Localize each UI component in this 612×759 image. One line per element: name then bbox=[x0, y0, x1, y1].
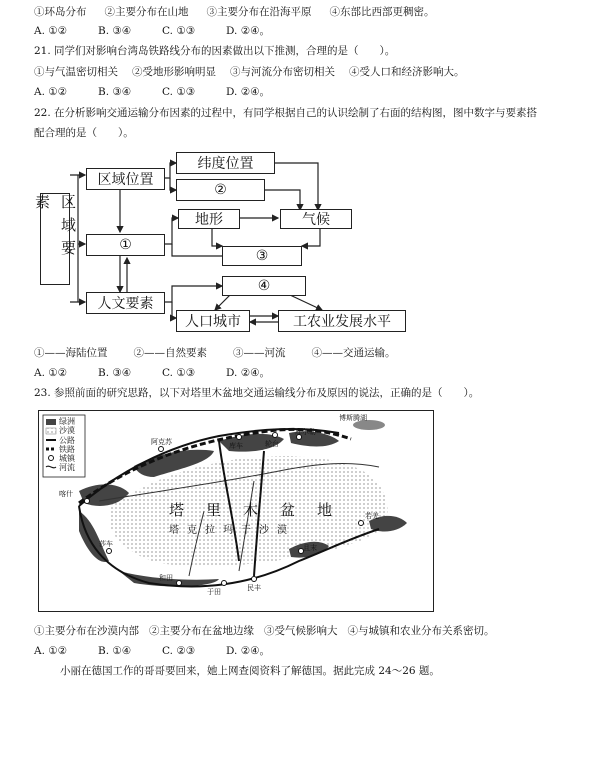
q22-stem-line2: 配合理的是（ ）。 bbox=[34, 127, 134, 139]
map-label-aksu: 阿克苏 bbox=[151, 438, 172, 446]
map-label-shache: 莎车 bbox=[99, 540, 113, 548]
diagram-blank-2: ② bbox=[176, 179, 265, 201]
legend-river: 河流 bbox=[59, 463, 75, 472]
q20-option-d: D. ②④。 bbox=[226, 25, 271, 37]
map-label-hotan: 和田 bbox=[159, 574, 173, 582]
q20-option-a: A. ①② bbox=[34, 25, 68, 37]
legend-road: 公路 bbox=[59, 436, 75, 445]
q23-stem: 23. 参照前面的研究思路，以下对塔里木盆地交通运输线分布及原因的说法，正确的是（ ）。 bbox=[34, 387, 480, 399]
q21-option-b: B. ③④ bbox=[98, 86, 132, 98]
map-label-kuqa: 库车 bbox=[229, 442, 243, 450]
diagram-blank-4: ④ bbox=[222, 276, 306, 296]
q21-statement-2: ②受地形影响明显 bbox=[132, 66, 216, 78]
q20-statement-1: ①环岛分布 bbox=[34, 6, 87, 18]
map-label-lake: 博斯腾湖 bbox=[339, 414, 367, 422]
diagram-latitude-position: 纬度位置 bbox=[176, 152, 275, 174]
map-label-ruoqiang: 若羌 bbox=[365, 512, 379, 520]
map-label-basin: 塔里木盆地 bbox=[169, 501, 355, 519]
q23-statement-2: ②主要分布在盆地边缘 bbox=[149, 625, 254, 637]
diagram-terrain: 地形 bbox=[178, 209, 240, 229]
q21-statement-3: ③与河流分布密切相关 bbox=[230, 66, 335, 78]
q21-statement-1: ①与气温密切相关 bbox=[34, 66, 118, 78]
q22-options bbox=[34, 366, 270, 380]
q22-statement-3: ③——河流 bbox=[233, 347, 286, 359]
diagram-region-elements bbox=[33, 193, 77, 285]
map-label-luntai: 轮台 bbox=[265, 440, 279, 448]
q23-statements bbox=[34, 624, 495, 638]
q22-option-c: C. ①③ bbox=[162, 367, 196, 379]
q20-statement-4: ④东部比西部更稠密。 bbox=[329, 6, 435, 18]
diagram-region-position: 区域位置 bbox=[86, 168, 165, 190]
q23-option-d: D. ②④。 bbox=[226, 645, 271, 657]
q22-stem-line1: 22. 在分析影响交通运输分布因素的过程中，有同学根据自己的认识绘制了右面的结构图，图中数字与要素搭 bbox=[34, 107, 538, 119]
q22-statements bbox=[34, 346, 396, 360]
legend-desert: 沙漠 bbox=[59, 426, 75, 435]
q20-option-b: B. ③④ bbox=[98, 25, 132, 37]
map-label-minfeng: 民丰 bbox=[247, 584, 261, 592]
q23-option-a: A. ①② bbox=[34, 645, 68, 657]
legend-railway: 铁路 bbox=[59, 445, 75, 454]
q21-statement-4: ④受人口和经济影响大。 bbox=[349, 66, 465, 78]
map-label-desert: 塔克拉玛干沙漠 bbox=[169, 525, 295, 536]
q23-option-c: C. ②③ bbox=[162, 645, 196, 657]
diagram-region-elements-label: 区域要素 bbox=[33, 194, 77, 263]
diagram-blank-1: ① bbox=[86, 234, 165, 256]
q23-tarim-map bbox=[38, 410, 434, 612]
map-label-kashgar: 喀什 bbox=[59, 490, 73, 498]
q22-option-a: A. ①② bbox=[34, 367, 68, 379]
q23-statement-1: ①主要分布在沙漠内部 bbox=[34, 625, 139, 637]
q21-option-d: D. ②④。 bbox=[226, 86, 271, 98]
q23-statement-4: ④与城镇和农业分布关系密切。 bbox=[347, 625, 495, 637]
q22-option-d: D. ②④。 bbox=[226, 367, 271, 379]
q23-option-b: B. ①④ bbox=[98, 645, 132, 657]
q21-stem: 21. 同学们对影响台湾岛铁路线分布的因素做出以下推测，合理的是（ ）。 bbox=[34, 45, 396, 57]
q20-option-c: C. ①③ bbox=[162, 25, 196, 37]
next-section-intro: 小丽在德国工作的哥哥要回来，她上网查阅资料了解德国。据此完成 24～26 题。 bbox=[60, 665, 440, 677]
legend-town: 城镇 bbox=[59, 454, 75, 463]
diagram-population-cities: 人口城市 bbox=[176, 310, 250, 332]
map-label-qiemo: 且末 bbox=[303, 544, 317, 552]
q22-statement-2: ②——自然要素 bbox=[133, 347, 207, 359]
q22-statement-4: ④——交通运输。 bbox=[311, 347, 396, 359]
legend-oasis: 绿洲 bbox=[59, 417, 75, 426]
q23-statement-3: ③受气候影响大 bbox=[264, 625, 338, 637]
diagram-industry-agriculture: 工农业发展水平 bbox=[278, 310, 406, 332]
q20-statement-3: ③主要分布在沿海平原 bbox=[206, 6, 312, 18]
diagram-blank-3: ③ bbox=[222, 246, 302, 266]
q21-option-c: C. ①③ bbox=[162, 86, 196, 98]
map-label-korla: 库尔勒 bbox=[295, 428, 316, 436]
q21-option-a: A. ①② bbox=[34, 86, 68, 98]
map-label-yutian: 于田 bbox=[207, 588, 221, 596]
diagram-human-elements: 人文要素 bbox=[86, 292, 165, 314]
q22-option-b: B. ③④ bbox=[98, 367, 132, 379]
diagram-climate: 气候 bbox=[280, 209, 352, 229]
q22-statement-1: ①——海陆位置 bbox=[34, 347, 108, 359]
q23-options bbox=[34, 644, 270, 658]
q20-statement-2: ②主要分布在山地 bbox=[104, 6, 189, 18]
